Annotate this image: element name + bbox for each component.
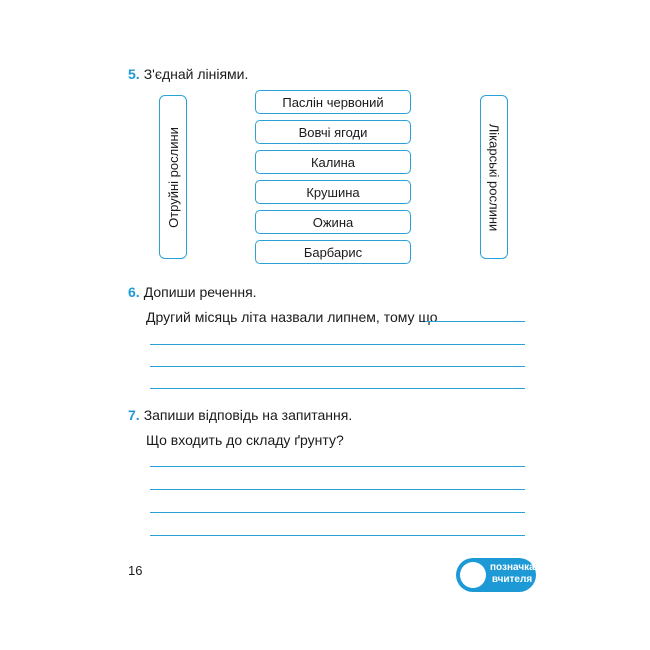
plant-box	[255, 180, 411, 204]
answer-line[interactable]	[425, 321, 525, 322]
teacher-mark-label	[490, 562, 534, 586]
task-title: Запиши відповідь на запитання.	[143, 407, 353, 423]
plant-label: Калина	[310, 154, 356, 170]
teacher-mark-circle[interactable]	[460, 562, 486, 588]
medicinal-plants-label: Лікарські рослини	[486, 123, 502, 231]
teacher-mark-line1: позначка	[490, 562, 535, 573]
task-7-question: Що входить до складу ґрунту?	[146, 432, 344, 448]
task-number: 7.	[128, 407, 140, 423]
answer-line[interactable]	[150, 535, 525, 536]
answer-line[interactable]	[150, 344, 525, 345]
task-title: Допиши речення.	[143, 284, 257, 300]
plant-label: Паслін червоний	[282, 94, 384, 110]
task-7-header	[128, 407, 352, 423]
poisonous-plants-label: Отруйні рослини	[165, 126, 181, 228]
task-6-header	[128, 284, 257, 300]
medicinal-plants-box	[480, 95, 508, 259]
plant-box	[255, 90, 411, 114]
task-number: 5.	[128, 66, 140, 82]
plant-box	[255, 240, 411, 264]
teacher-mark-line2: вчителя	[491, 574, 533, 585]
task-5-header	[128, 66, 248, 82]
task-title: З'єднай лініями.	[143, 66, 249, 82]
plant-label: Ожина	[312, 214, 354, 230]
plant-label: Барбарис	[303, 244, 363, 260]
task-6-prompt: Другий місяць літа назвали липнем, тому що	[146, 309, 438, 325]
answer-line[interactable]	[150, 489, 525, 490]
plant-box	[255, 210, 411, 234]
plant-box	[255, 120, 411, 144]
answer-line[interactable]	[150, 512, 525, 513]
poisonous-plants-box	[159, 95, 187, 259]
answer-line[interactable]	[150, 388, 525, 389]
answer-line[interactable]	[150, 366, 525, 367]
plant-label: Крушина	[306, 184, 360, 200]
teacher-mark-badge	[456, 558, 536, 592]
task-number: 6.	[128, 284, 140, 300]
plant-box	[255, 150, 411, 174]
answer-line[interactable]	[150, 466, 525, 467]
page-number: 16	[128, 563, 143, 578]
plant-label: Вовчі ягоди	[298, 124, 368, 140]
